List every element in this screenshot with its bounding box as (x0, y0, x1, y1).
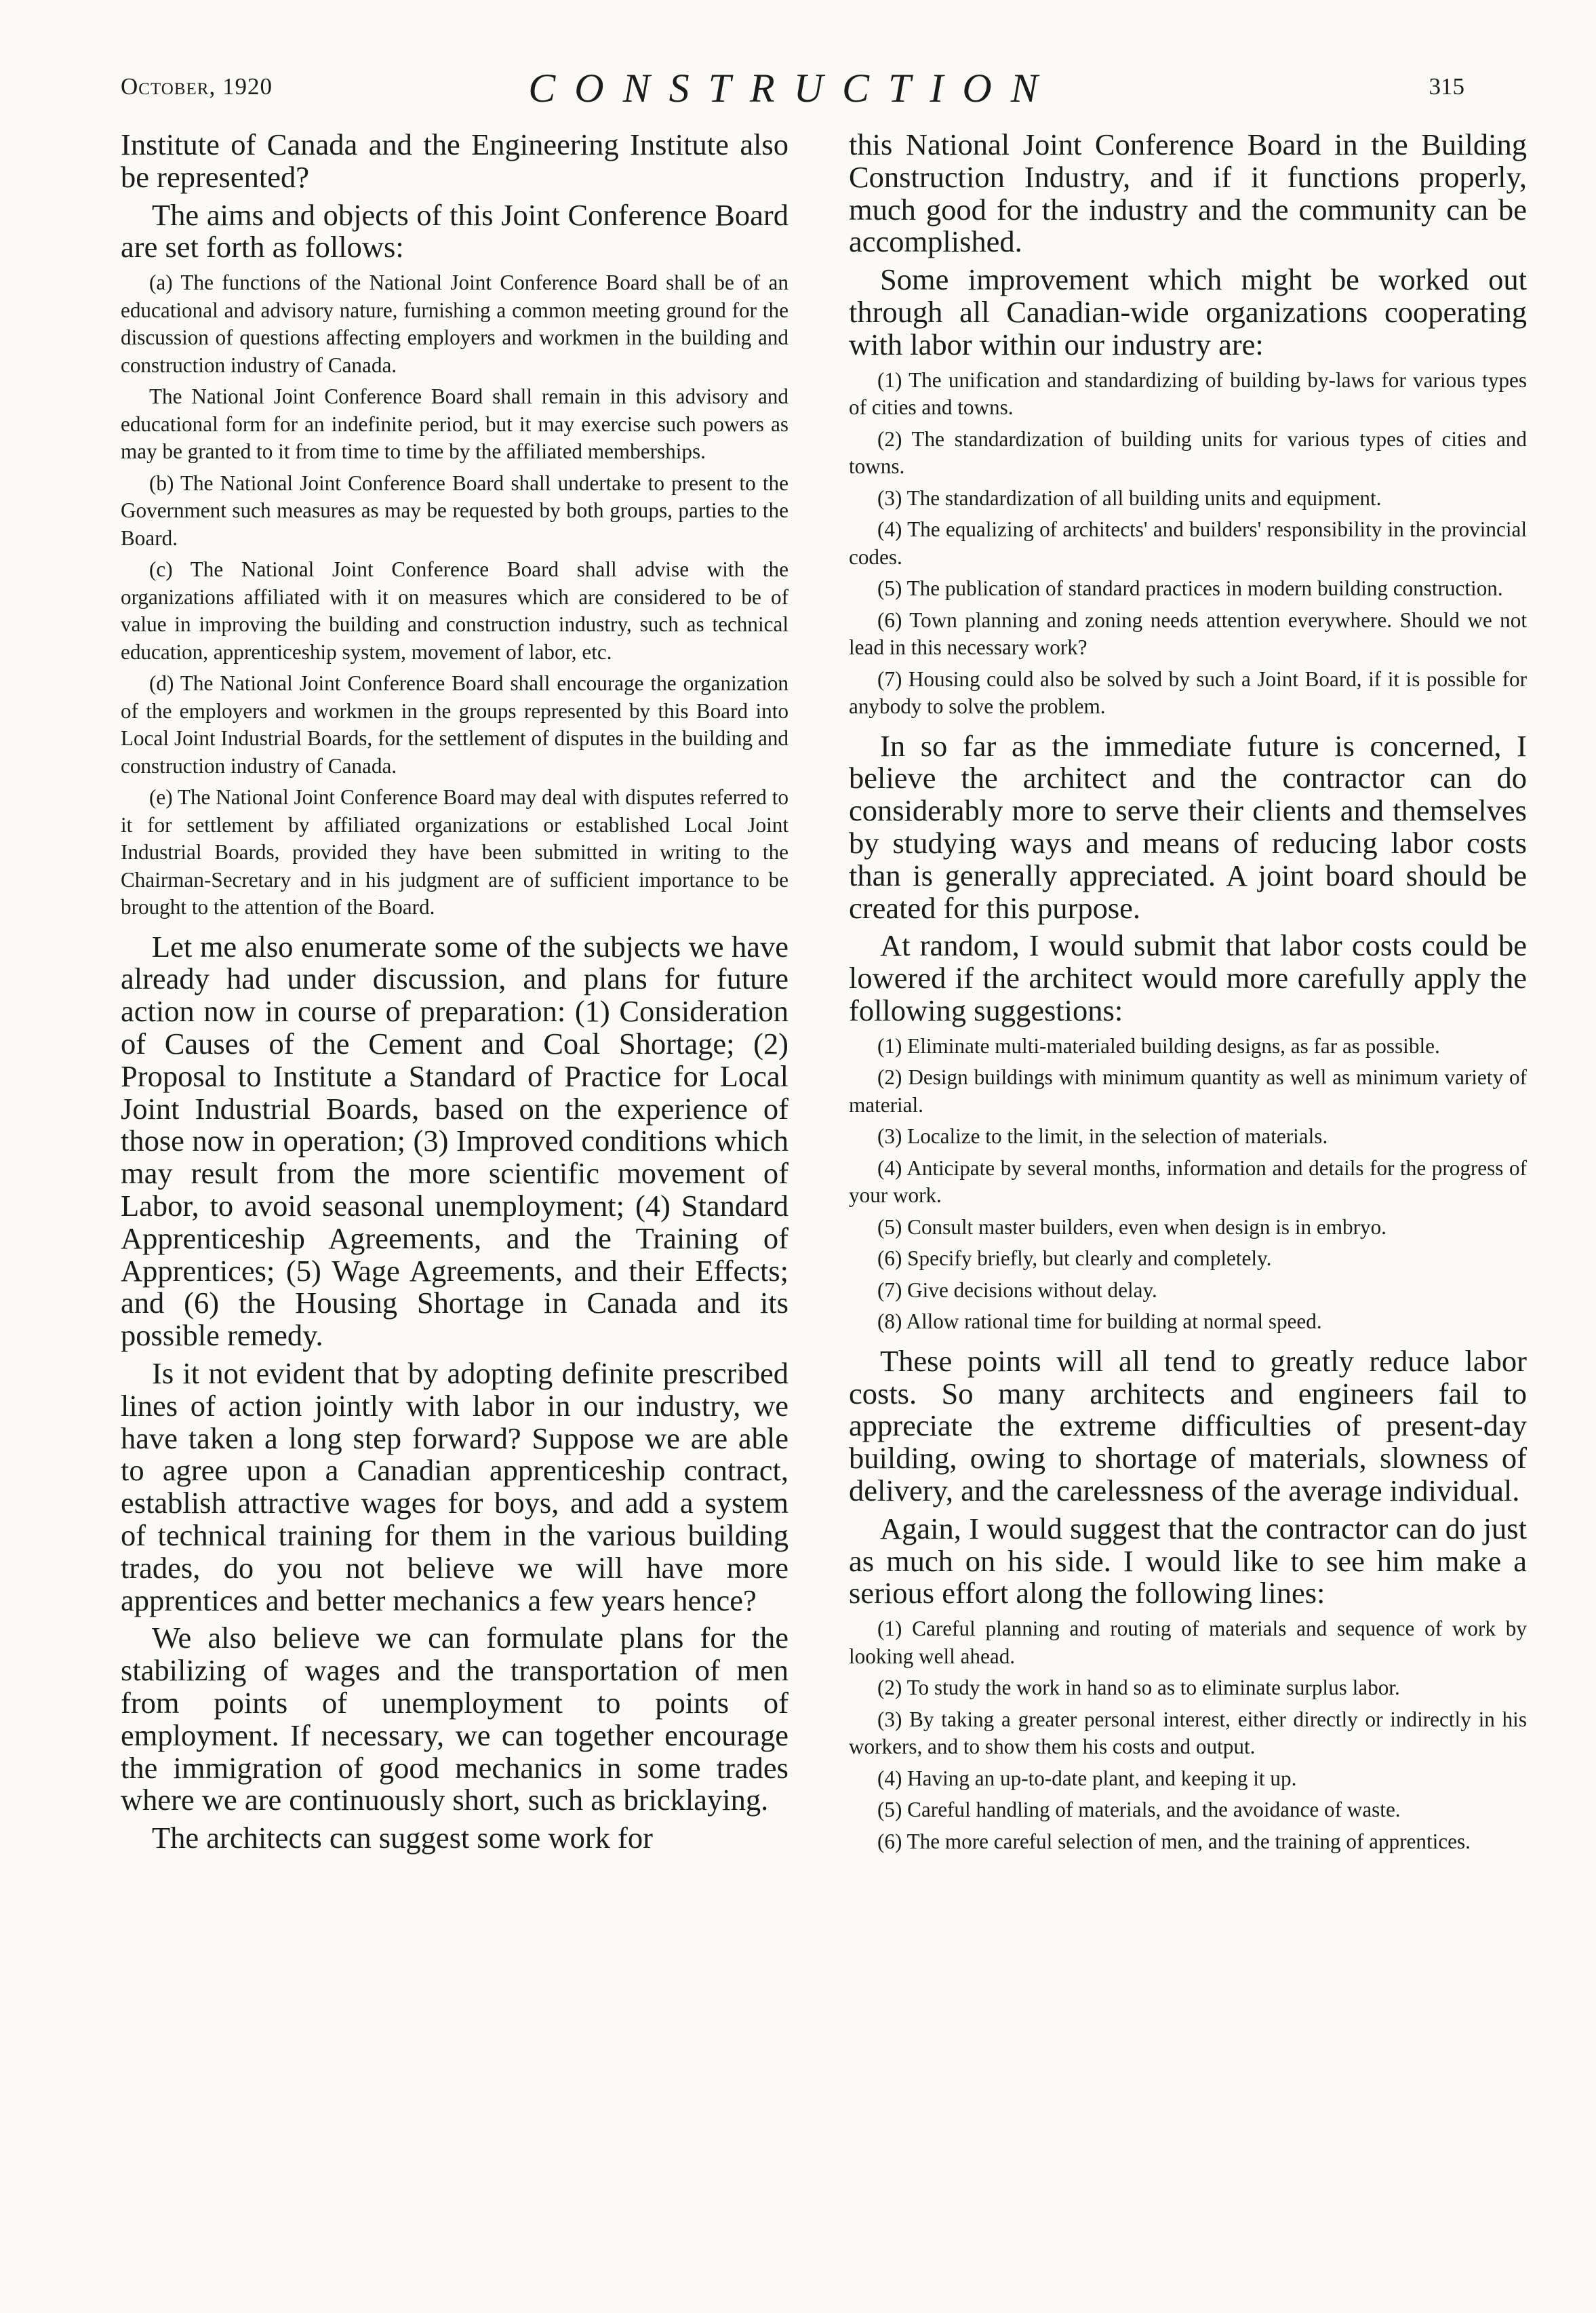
list-item: (6) Specify briefly, but clearly and completely. (877, 1246, 1272, 1271)
list-item: (7) Housing could also be solved by such a Joint Board, if it is possible for anybody to solve the problem. (849, 667, 1527, 719)
list-item: (6) Town planning and zoning needs attention everywhere. Should we not lead in this necessary work? (849, 608, 1527, 660)
right-column (849, 129, 1527, 1859)
list-item: (1) The unification and standardizing of building by-laws for various types of cities and towns. (849, 368, 1527, 420)
paragraph: These points will all tend to greatly reduce labor costs. So many architects and engineers fail to appreciate the extreme difficulties of present-day building, owing to shortage of materials, slowness of delivery, and the carelessness of the average individual. (849, 1343, 1527, 1507)
list-item: (2) The standardization of building units for various types of cities and towns. (849, 427, 1527, 479)
list-item: (2) Design buildings with minimum quantity as well as minimum variety of material. (849, 1065, 1527, 1117)
list-item: (1) Careful planning and routing of materials and sequence of work by looking well ahead. (849, 1617, 1527, 1668)
clause-d: (d) The National Joint Conference Board shall encourage the organization of the employers and workmen in the groups represented by this Board into Local Joint Industrial Boards, for the settlement of disputes in the building and construction industry of Canada. (121, 671, 789, 778)
paragraph: In so far as the immediate future is concerned, I believe the architect and the contractor can do considerably more to serve their clients and themselves by studying ways and means of reducing labor costs than is generally appreciated. A joint board should be created for this purpose. (849, 728, 1527, 925)
paragraph: Is it not evident that by adopting definite prescribed lines of action jointly with labor in our industry, we have taken a long step forward? Suppose we are able to agree upon a Canadian apprenticeship contract, establish attractive wages for boys, and add a system of technical training for them in the various building trades, do you not believe we will have more apprentices and better mechanics a few years hence? (121, 1356, 789, 1617)
left-column (121, 129, 789, 1860)
clause-c: (c) The National Joint Conference Board shall advise with the organizations affiliated with it on measures which are considered to be of value in improving the building and construction industry, such as technical education, apprenticeship system, movement of labor, etc. (121, 557, 789, 664)
clause-a-continued: The National Joint Conference Board shall remain in this advisory and educational form for an indefinite period, but it may exercise such powers as may be granted to it from time to time by the affiliated memberships. (121, 384, 789, 464)
list-item: (3) By taking a greater personal interest, either directly or indirectly in his workers, and to show them his costs and output. (849, 1707, 1527, 1759)
list-item: (4) Anticipate by several months, information and details for the progress of your work. (849, 1155, 1527, 1208)
clause-b: (b) The National Joint Conference Board shall undertake to present to the Government such measures as may be requested by both groups, parties to the Board. (121, 471, 789, 550)
issue-date: October, 1920 (121, 73, 273, 100)
paragraph: We also believe we can formulate plans for the stabilizing of wages and the transportation of men from points of unemployment to points of employment. If necessary, we can together encourage the immigration of good mechanics in some trades where we are continuously short, such as bricklaying. (121, 1621, 789, 1817)
paragraph: At random, I would submit that labor costs could be lowered if the architect would more carefully apply the following suggestions: (849, 928, 1527, 1027)
page-header (121, 66, 1464, 121)
paragraph: Let me also enumerate some of the subjects we have already had under discussion, and plans for future action now in course of preparation: (1) Consideration of Causes of the Cement and Coal Shortage; (2) Proposal to Institute a Standard of Practice for Local Joint Industrial Boards, based on the experience of those now in operation; (3) Improved conditions which may result from the more scientific movement of Labor, to avoid seasonal unemployment; (4) Standard Apprenticeship Agreements, and the Training of Apprentices; (5) Wage Agreements, and their Effects; and (6) the Housing Shortage in Canada and its possible remedy. (121, 929, 789, 1353)
list-item: (5) Consult master builders, even when design is in embryo. (877, 1214, 1386, 1239)
list-item: (6) The more careful selection of men, and the training of apprentices. (877, 1829, 1471, 1853)
list-item: (1) Eliminate multi-materialed building designs, as far as possible. (877, 1033, 1440, 1058)
list-item: (3) The standardization of all building units and equipment. (877, 486, 1382, 510)
list-item: (5) The publication of standard practices in modern building construction. (877, 576, 1503, 601)
paragraph: The architects can suggest some work for (152, 1821, 653, 1855)
list-item: (5) Careful handling of materials, and the avoidance of waste. (877, 1798, 1401, 1822)
page-number: 315 (1429, 73, 1464, 100)
paragraph: this National Joint Conference Board in the Building Construction Industry, and if it functions properly, much good for the industry and the community can be accomplished. (849, 127, 1527, 259)
list-item: (4) The equalizing of architects' and builders' responsibility in the provincial codes. (849, 517, 1527, 569)
paragraph: Some improvement which might be worked out through all Canadian-wide organizations cooperating with labor within our industry are: (849, 262, 1527, 361)
list-item: (7) Give decisions without delay. (877, 1278, 1157, 1302)
clause-e: (e) The National Joint Conference Board may deal with disputes referred to it for settlement by affiliated organizations or established Local Joint Industrial Boards, provided they have been submitted in writing to the Chairman-Secretary and in his judgment are of sufficient importance to be brought to the attention of the Board. (121, 785, 789, 920)
list-item: (4) Having an up-to-date plant, and keeping it up. (877, 1766, 1297, 1790)
paragraph: Again, I would suggest that the contractor can do just as much on his side. I would like to see him make a serious effort along the following lines: (849, 1511, 1527, 1610)
paragraph: Institute of Canada and the Engineering Institute also be represented? (121, 127, 789, 194)
clause-a: (a) The functions of the National Joint Conference Board shall be of an educational and advisory nature, furnishing a common meeting ground for the discussion of questions affecting employers and workmen in the building and construction industry of Canada. (121, 271, 789, 377)
list-item: (8) Allow rational time for building at normal speed. (877, 1309, 1322, 1334)
paragraph: The aims and objects of this Joint Conference Board are set forth as follows: (121, 197, 789, 264)
list-item: (2) To study the work in hand so as to eliminate surplus labor. (877, 1676, 1400, 1700)
list-item: (3) Localize to the limit, in the selection of materials. (877, 1124, 1328, 1149)
journal-title: CONSTRUCTION (528, 66, 1057, 111)
